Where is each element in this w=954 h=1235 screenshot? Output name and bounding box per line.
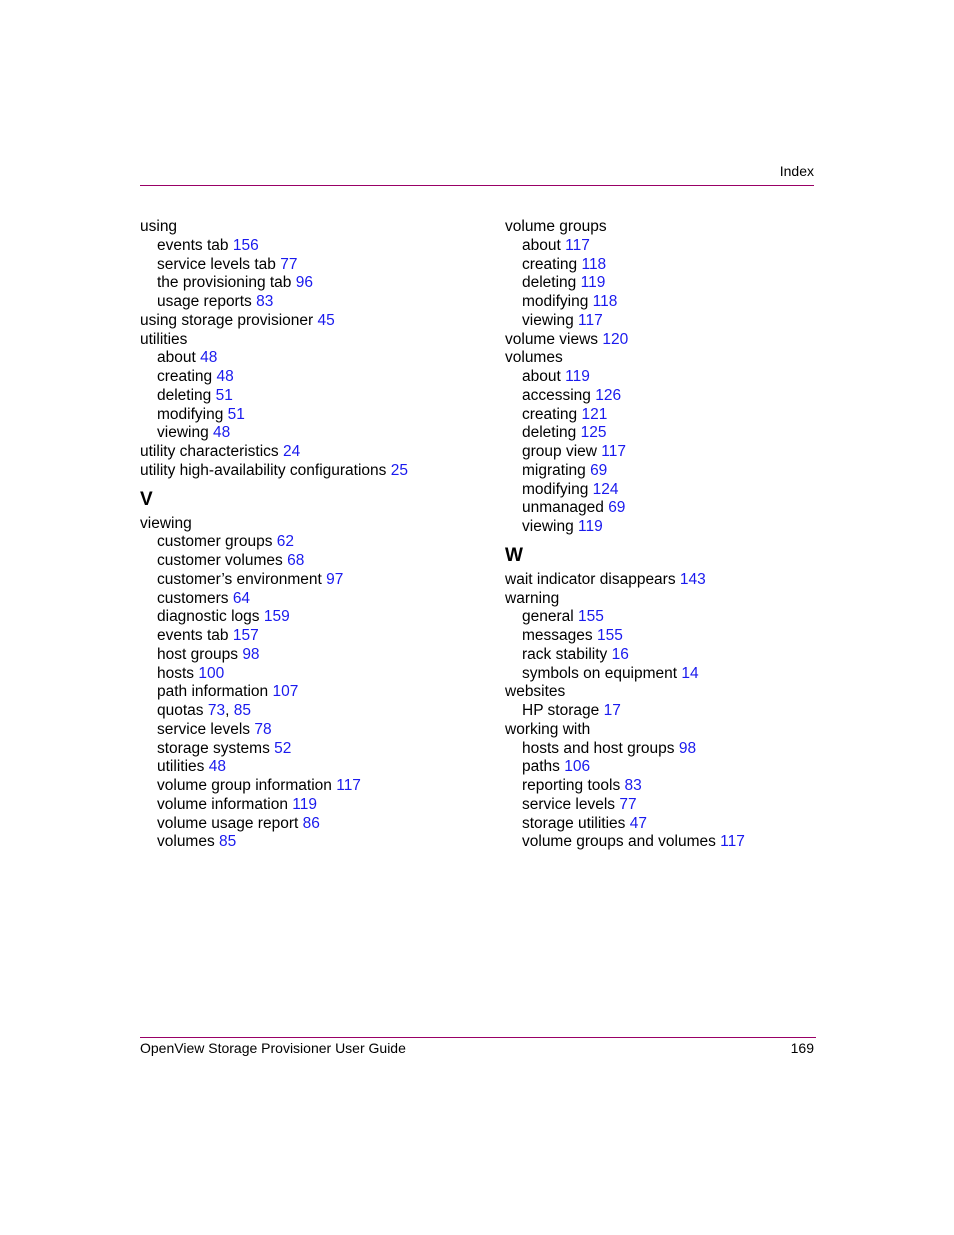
index-term: creating [522,405,578,423]
index-term: volume information [157,795,288,813]
index-term: rack stability [522,645,608,663]
index-subentry [140,833,500,852]
index-entry [140,443,500,462]
index-term: deleting [522,274,577,292]
index-subentry [140,387,500,406]
index-entry [505,331,825,350]
page-link[interactable]: 77 [280,255,298,273]
page-link[interactable]: 117 [565,236,590,254]
index-subentry [505,702,825,721]
index-subentry [505,758,825,777]
index-term: about [522,368,561,385]
index-term: messages [522,627,593,644]
index-subentry [140,552,500,571]
index-letter-heading: V [140,488,153,510]
index-term: storage systems [157,739,270,757]
index-term: volume usage report [157,814,299,832]
index-entry [140,312,500,331]
page-link[interactable]: 97 [326,570,344,588]
index-term: creating [157,368,213,385]
page-link[interactable]: 51 [227,405,245,423]
index-subentry [140,796,500,815]
page-link[interactable]: 125 [580,424,607,442]
page-link[interactable]: 68 [287,552,305,569]
index-term: service levels [522,795,616,813]
index-letter-heading: W [505,544,523,566]
index-term: unmanaged [522,499,604,517]
page-link[interactable]: 64 [232,589,251,607]
index-subentry [140,665,500,684]
page-link[interactable]: 48 [216,368,234,385]
page-link[interactable]: 120 [602,330,629,348]
index-term: volume views [505,330,599,348]
index-subentry [505,312,825,331]
index-subentry [140,237,500,256]
index-subentry [140,274,500,293]
index-subentry: quotas 73, 85 [157,702,251,719]
index-subentry [140,740,500,759]
index-term: migrating [522,461,586,479]
index-term: symbols on equipment [522,664,678,682]
index-subentry [140,424,500,443]
index-column-right [505,218,825,852]
index-subentry [505,740,825,759]
index-subentry [140,815,500,834]
index-subentry [140,627,500,646]
index-term: diagnostic logs [157,608,260,626]
index-subentry [505,499,825,518]
index-subentry [140,590,500,609]
index-term: working with [505,720,591,738]
index-entry [505,683,825,702]
page-link[interactable]: 156 [232,236,259,254]
page-link[interactable]: 118 [581,255,607,273]
index-subentry [140,293,500,312]
page-link[interactable]: 155 [578,608,604,626]
index-subentry [505,256,825,275]
index-term: volume groups [505,218,607,235]
index-term: volumes [157,833,215,851]
index-term: customer groups [157,533,273,551]
index-subentry [505,608,825,627]
page-link[interactable]: 119 [292,795,317,813]
index-subentry [140,758,500,777]
page-link[interactable]: 69 [590,461,608,479]
page-link[interactable]: 52 [274,739,292,757]
index-subentry [140,533,500,552]
index-entry [505,721,825,740]
page-link[interactable]: 117 [720,833,745,851]
page-link[interactable]: 100 [198,664,225,682]
index-term: wait indicator disappears [505,570,676,588]
index-term: utilities [140,330,188,348]
page-link[interactable]: 45 [317,311,335,329]
footer-rule [140,1037,816,1038]
page-link[interactable]: 98 [678,739,697,757]
index-column-left [140,218,500,852]
index-term: deleting [522,424,577,442]
index-subentry [505,815,825,834]
index-entry [140,462,500,481]
index-subentry [140,721,500,740]
page-link[interactable]: 14 [681,664,699,682]
page-link[interactable]: 24 [283,443,301,460]
page-link[interactable]: 48 [208,758,226,776]
index-subentry [505,406,825,425]
page-link[interactable]: 118 [592,293,618,310]
page-link[interactable]: 157 [232,627,259,644]
index-subentry [140,608,500,627]
page-link[interactable]: 25 [390,461,408,479]
index-subentry [505,237,825,256]
index-subentry [505,462,825,481]
index-subentry [140,777,500,796]
index-term: websites [505,683,566,701]
page-link[interactable]: 51 [215,386,233,404]
index-term: host groups [157,645,238,663]
index-term: paths [522,758,560,776]
index-term: modifying [522,480,589,498]
page-link[interactable]: 16 [611,645,629,663]
index-term: reporting tools [522,777,621,794]
index-subentry [505,443,825,462]
index-subentry [505,368,825,387]
index-term: group view [522,443,597,460]
index-term: volume groups and volumes [522,833,716,851]
index-subentry [505,627,825,646]
index-term: customer’s environment [157,570,322,588]
index-term: HP storage [522,702,600,719]
index-subentry [505,665,825,684]
index-term: using storage provisioner [140,311,314,329]
index-subentry [505,274,825,293]
index-term: volume group information [157,777,332,794]
index-subentry [140,256,500,275]
page-link[interactable]: 96 [295,274,313,292]
index-term: hosts and host groups [522,739,675,757]
header-rule [140,185,814,186]
running-header-label: Index [779,163,814,179]
index-term: creating [522,255,578,273]
index-entry [505,218,825,237]
page-link[interactable]: 48 [213,424,231,442]
index-subentry [140,406,500,425]
footer-page-number: 169 [790,1040,814,1056]
page-link[interactable]: 143 [679,570,706,588]
index-term: events tab [157,236,229,254]
index-subentry [140,683,500,702]
index-term: modifying [157,405,224,423]
index-subentry [505,777,825,796]
index-term: viewing [157,424,209,442]
index-subentry [140,571,500,590]
index-term: service levels [157,720,251,738]
footer-title: OpenView Storage Provisioner User Guide [140,1040,406,1056]
page-link[interactable]: 47 [629,814,647,832]
page-link[interactable]: 155 [596,627,623,644]
page-link[interactable]: 85 [219,833,237,851]
page-link[interactable]: 107 [272,683,299,701]
page-link[interactable]: 85 [233,702,251,719]
index-term: customer volumes [157,552,283,569]
index-term: viewing [140,514,192,532]
page-link[interactable]: 119 [578,518,603,535]
index-term: utilities [157,758,205,776]
index-subentry [505,796,825,815]
page-link[interactable]: 78 [254,720,272,738]
index-subentry [505,518,825,537]
index-term: accessing [522,386,591,404]
index-term: hosts [157,664,195,682]
index-term: volumes [505,349,563,367]
index-subentry [505,481,825,500]
page-link[interactable]: 77 [619,795,637,813]
index-subentry [140,646,500,665]
index-entry [505,349,825,368]
index-subentry [505,293,825,312]
index-term: viewing [522,518,574,535]
page-link[interactable]: 17 [603,702,621,719]
index-term: about [522,236,561,254]
page-link[interactable]: 126 [595,386,622,404]
index-term: modifying [522,293,589,310]
page-link[interactable]: 73 [207,702,226,719]
index-term: utility high-availability configurations [140,461,387,479]
page-link[interactable]: 117 [601,443,626,460]
page-link[interactable]: 83 [256,293,274,310]
index-term: using [140,218,178,235]
page-link[interactable]: 121 [581,405,608,423]
page-link[interactable]: 69 [608,499,626,517]
index-term: usage reports [157,293,252,310]
page-link[interactable]: 83 [624,777,642,794]
index-term: quotas [157,702,204,719]
page-link[interactable]: 117 [578,311,603,329]
index-subentry [140,368,500,387]
index-term: the provisioning tab [157,274,292,292]
index-term: storage utilities [522,814,626,832]
index-entry [140,331,500,350]
index-term: viewing [522,311,574,329]
index-term: deleting [157,386,212,404]
index-entry [140,515,500,534]
page-link[interactable]: 117 [336,777,361,794]
index-entry [505,571,825,590]
page-link[interactable]: 124 [592,480,619,498]
index-subentry [505,424,825,443]
page-link[interactable]: 48 [200,349,218,367]
index-subentry [140,349,500,368]
index-entry [140,218,500,237]
index-term: warning [505,589,560,607]
index-subentry [505,387,825,406]
index-term: service levels tab [157,255,276,273]
page-link[interactable]: 62 [276,533,295,551]
index-entry [505,590,825,609]
page-link[interactable]: 86 [302,814,320,832]
index-term: general [522,608,574,626]
page-link[interactable]: 106 [564,758,591,776]
index-term: about [157,349,196,367]
index-term: utility characteristics [140,443,279,460]
page-link[interactable]: 119 [580,274,606,292]
page-link[interactable]: 98 [242,645,260,663]
index-term: customers [157,589,229,607]
index-term: events tab [157,627,229,644]
index-subentry [505,646,825,665]
index-subentry [505,833,825,852]
page-link[interactable]: 159 [263,608,290,626]
index-term: path information [157,683,269,701]
page-link[interactable]: 119 [565,368,590,385]
